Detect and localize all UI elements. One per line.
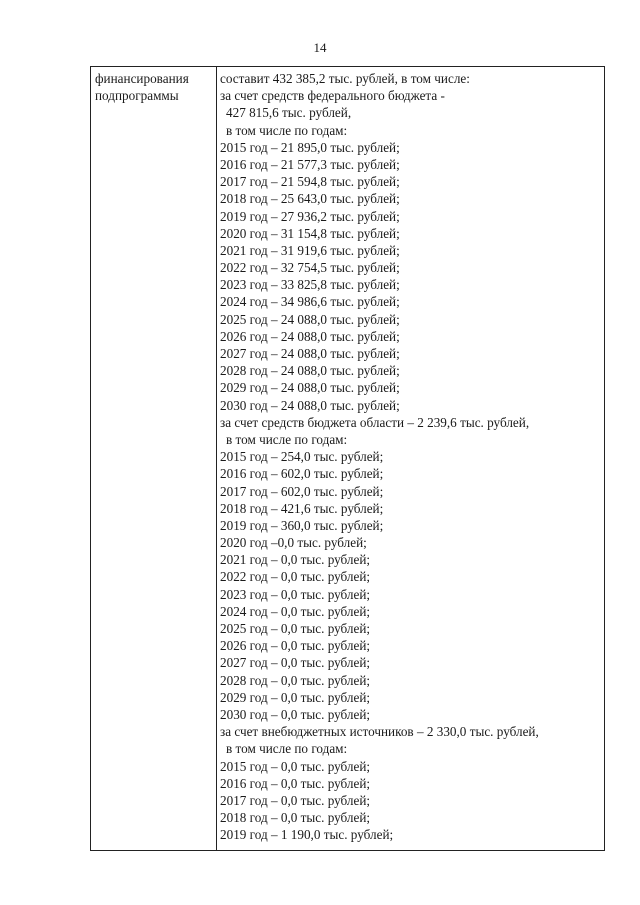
year-line: 2018 год – 0,0 тыс. рублей;	[220, 810, 371, 826]
year-line: 2024 год – 0,0 тыс. рублей;	[220, 603, 371, 619]
year-line: 2021 год – 31 919,6 тыс. рублей;	[220, 242, 400, 258]
page-number: 14	[313, 40, 327, 55]
year-line: 2026 год – 24 088,0 тыс. рублей;	[220, 328, 400, 344]
year-line: 2030 год – 24 088,0 тыс. рублей;	[220, 397, 400, 413]
label-line: финансирования	[95, 71, 189, 86]
year-line: 2022 год – 0,0 тыс. рублей;	[220, 569, 371, 585]
year-line: 2016 год – 0,0 тыс. рублей;	[220, 775, 371, 791]
year-line: 2016 год – 602,0 тыс. рублей;	[220, 466, 384, 482]
text-line: за счет средств бюджета области – 2 239,6 тыс. рублей,	[220, 414, 530, 430]
table-bottom-border	[91, 850, 604, 851]
year-line: 2017 год – 0,0 тыс. рублей;	[220, 792, 371, 808]
year-line: 2029 год – 0,0 тыс. рублей;	[220, 689, 371, 705]
year-line: 2027 год – 24 088,0 тыс. рублей;	[220, 346, 400, 361]
year-line: 2021 год – 0,0 тыс. рублей;	[220, 552, 371, 568]
text-line: в том числе по годам:	[226, 741, 348, 757]
text-line: в том числе по годам:	[226, 122, 348, 138]
value-cell	[220, 70, 602, 843]
year-line: 2015 год – 254,0 тыс. рублей;	[220, 449, 384, 465]
year-line: 2018 год – 25 643,0 тыс. рублей;	[220, 191, 400, 207]
year-line: 2026 год – 0,0 тыс. рублей;	[220, 638, 371, 654]
year-line: 2027 год – 0,0 тыс. рублей;	[220, 655, 371, 671]
text-line: составит 432 385,2 тыс. рублей, в том числе:	[220, 71, 470, 86]
text-line: за счет внебюджетных источников – 2 330,0 тыс. рублей,	[220, 724, 539, 740]
text-line: в том числе по годам:	[226, 431, 348, 447]
year-line: 2024 год – 34 986,6 тыс. рублей;	[220, 294, 400, 310]
year-line: 2019 год – 1 190,0 тыс. рублей;	[220, 827, 394, 843]
year-line: 2030 год – 0,0 тыс. рублей;	[220, 706, 371, 722]
year-line: 2023 год – 0,0 тыс. рублей;	[220, 586, 371, 602]
year-line: 2015 год – 21 895,0 тыс. рублей;	[220, 139, 400, 155]
label-cell	[95, 70, 213, 104]
column-divider	[216, 67, 217, 851]
text-line: 427 815,6 тыс. рублей,	[226, 105, 352, 121]
year-line: 2025 год – 0,0 тыс. рублей;	[220, 621, 371, 636]
year-line: 2023 год – 33 825,8 тыс. рублей;	[220, 277, 400, 293]
year-line: 2028 год – 0,0 тыс. рублей;	[220, 672, 371, 688]
year-line: 2020 год –0,0 тыс. рублей;	[220, 535, 367, 551]
label-line: подпрограммы	[95, 88, 179, 104]
year-line: 2016 год – 21 577,3 тыс. рублей;	[220, 156, 400, 172]
year-line: 2019 год – 27 936,2 тыс. рублей;	[220, 208, 400, 224]
year-line: 2019 год – 360,0 тыс. рублей;	[220, 517, 384, 533]
year-line: 2020 год – 31 154,8 тыс. рублей;	[220, 225, 400, 241]
year-line: 2025 год – 24 088,0 тыс. рублей;	[220, 311, 400, 327]
year-line: 2017 год – 21 594,8 тыс. рублей;	[220, 174, 400, 190]
financing-table	[90, 66, 605, 851]
year-line: 2017 год – 602,0 тыс. рублей;	[220, 483, 384, 499]
year-line: 2028 год – 24 088,0 тыс. рублей;	[220, 363, 400, 379]
year-line: 2029 год – 24 088,0 тыс. рублей;	[220, 380, 400, 396]
text-line: за счет средств федерального бюджета -	[220, 88, 445, 104]
year-line: 2022 год – 32 754,5 тыс. рублей;	[220, 260, 400, 276]
year-line: 2018 год – 421,6 тыс. рублей;	[220, 500, 384, 516]
year-line: 2015 год – 0,0 тыс. рублей;	[220, 758, 371, 774]
